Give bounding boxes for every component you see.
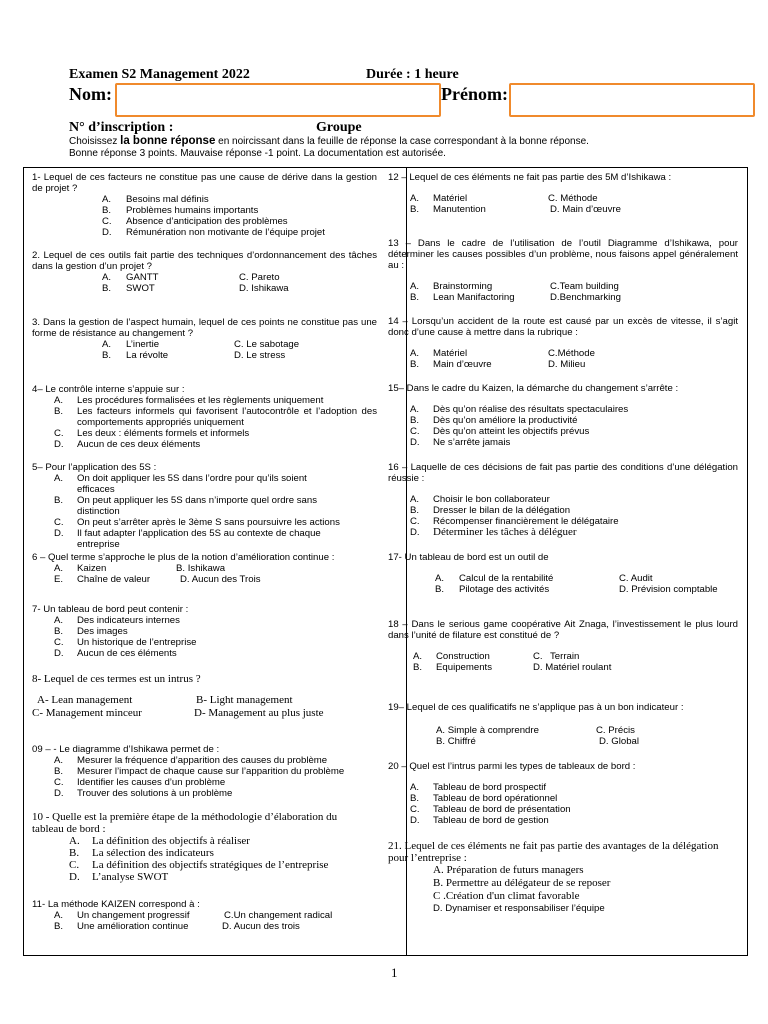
option-row: B. Main d’œuvre D. Milieu [410, 359, 586, 370]
option-c[interactable]: Terrain [550, 651, 580, 662]
option-d[interactable]: D. Main d’œuvre [550, 204, 621, 215]
option-row: A. Brainstorming C.Team building [410, 281, 619, 292]
option-c[interactable]: C. Précis [596, 725, 635, 736]
option-c[interactable]: C. Identifier les causes d’un problème [54, 777, 226, 788]
option-row [388, 736, 738, 747]
exam-duration: Durée : 1 heure [366, 67, 459, 82]
option-a[interactable]: A. Des indicateurs internes [54, 615, 180, 626]
option-d[interactable]: D.Benchmarking [550, 292, 621, 303]
question-12: 12 – Lequel de ces éléments ne fait pas partie des 5M d’Ishikawa : A. Matériel C. Méthode B. Manutention D. Main d’œuvre [388, 172, 738, 215]
option-a[interactable]: GANTT [126, 272, 159, 283]
option-row: A. Un changement progressif C.Un changement radical [54, 910, 333, 921]
question-6: 6 – Quel terme s’approche le plus de la notion d’amélioration continue : A. Kaizen B. Ishikawa E. Chaîne de valeur D. Aucun des Trois [32, 552, 377, 585]
option-a[interactable]: L’inertie [126, 339, 160, 350]
question-10: 10 - Quelle est la première étape de la méthodologie d’élaboration du tableau de bord : A. La définition des objectifs à réaliser B. La sélection des indicateurs C. La définition des objectifs stratégiques de l’entreprise D. L’analyse SWOT [32, 811, 362, 883]
option-c[interactable]: C.Un changement radical [224, 910, 333, 921]
instructions-emphasis: la bonne réponse [120, 135, 216, 147]
option-row: B. Pilotage des activités D. Prévision comptable [435, 584, 718, 595]
question-20: 20 – Quel est l’intrus parmi les types de tableaux de bord : A. Tableau de bord prospectif B. Tableau de bord opérationnel C. Tableau de bord de présentation D. Tableau de bord de gestion [388, 761, 738, 826]
option-row: B. La révolte D. Le stress [102, 350, 286, 361]
question-15: 15– Dans le cadre du Kaizen, la démarche du changement s’arrête : A. Dès qu’on réalise des résultats spectaculaires B. Dès qu’on améliore la productivité C. Dès qu’on atteint les objectifs prévus D. Ne s’arrête jamais [388, 383, 738, 448]
option-b[interactable]: Manutention [433, 204, 486, 215]
option-a[interactable]: Calcul de la rentabilité [459, 573, 554, 584]
option-c[interactable]: C. Pareto [239, 272, 280, 283]
option-a[interactable]: A. Besoins mal définis [102, 194, 209, 205]
option-row: B. Manutention D. Main d’œuvre [410, 204, 621, 215]
option-d[interactable]: D. Rémunération non motivante de l’équipe projet [102, 227, 325, 238]
option-a[interactable]: A. La définition des objectifs à réaliser [69, 835, 250, 847]
option-d[interactable]: D. Milieu [548, 359, 586, 370]
option-d[interactable]: D. Matériel roulant [533, 662, 612, 673]
question-18: 18 – Dans le serious game coopérative Ait Znaga, l’investissement le plus lourd dans l’unité de filature est constitué de ? A. Construction C. Terrain B. Equipements D. Matériel roulant [388, 619, 738, 673]
option-a[interactable]: Construction [436, 651, 490, 662]
option-b[interactable]: B. Les facteurs informels qui favorisent l’autocontrôle et l’adoption des comportements appropriés uniquement [54, 406, 377, 428]
option-d[interactable]: D. Prévision comptable [619, 584, 718, 595]
option-c[interactable]: C. Méthode [548, 193, 598, 204]
option-b[interactable]: Pilotage des activités [459, 584, 550, 595]
option-row [32, 707, 377, 720]
option-a[interactable]: A. Choisir le bon collaborateur [410, 494, 550, 505]
option-d[interactable]: D- Management au plus juste [194, 707, 324, 719]
option-b[interactable]: La révolte [126, 350, 169, 361]
question-3: 3. Dans la gestion de l’aspect humain, lequel de ces points ne constitue pas une forme de résistance au changement ? A. L’inertie C. Le sabotage B. La révolte D. Le stress [32, 317, 377, 361]
option-b[interactable]: B. Dresser le bilan de la délégation [410, 505, 571, 516]
option-e[interactable]: Chaîne de valeur [77, 574, 151, 585]
question-21: 21. Lequel de ces éléments ne fait pas partie des avantages de la délégation pour l’entreprise : A. Préparation de futurs managers B. Permettre au délégateur de se reposer C .Création d'un climat favorable D. Dynamiser et responsabiliser l’équipe [388, 840, 738, 916]
question-13: 13 – Dans le cadre de l’utilisation de l’outil Diagramme d’Ishikawa, pour déterminer les causes possibles d’un problème, nous faisons appel généralement au : A. Brainstorming C.Team building B. Lean Manifactoring D.Benchmarking [388, 238, 738, 303]
nom-field[interactable] [115, 83, 441, 117]
instructions-line-2: Bonne réponse 3 points. Mauvaise réponse -1 point. La documentation est autorisée. [69, 148, 446, 159]
option-a[interactable]: Brainstorming [433, 281, 493, 292]
option-b[interactable]: Equipements [436, 662, 492, 673]
question-9: 09 – - Le diagramme d’Ishikawa permet de : A. Mesurer la fréquence d’apparition des causes du problème B. Mesurer l’impact de chaque cause sur l’apparition du problème C. Identifier les causes d’un problème D. Trouver des solutions à un problème [32, 744, 377, 799]
option-a[interactable]: Un changement progressif [77, 910, 190, 921]
option-row: A. L’inertie C. Le sabotage [102, 339, 300, 350]
option-c[interactable]: C. Les deux : éléments formels et informels [54, 428, 250, 439]
option-c[interactable]: C. Audit [619, 573, 653, 584]
option-row: A. Kaizen B. Ishikawa [54, 563, 226, 574]
option-row: A. Matériel C. Méthode [410, 193, 598, 204]
option-a[interactable]: Kaizen [77, 563, 107, 574]
option-row: A. Matériel C.Méthode [410, 348, 595, 359]
question-7: 7- Un tableau de bord peut contenir : A. Des indicateurs internes B. Des images C. Un historique de l’entreprise D. Aucun de ces éléments [32, 604, 377, 659]
option-b[interactable]: B. Tableau de bord opérationnel [410, 793, 558, 804]
option-c[interactable]: C. Tableau de bord de présentation [410, 804, 571, 815]
option-row [388, 725, 738, 736]
prenom-field[interactable] [509, 83, 755, 117]
option-d[interactable]: D. L’analyse SWOT [69, 871, 169, 883]
option-row: B. Une amélioration continue D. Aucun des trois [54, 921, 300, 932]
option-b[interactable]: Une amélioration continue [77, 921, 189, 932]
option-a[interactable]: A. Tableau de bord prospectif [410, 782, 547, 793]
option-d[interactable]: D. Global [599, 736, 639, 747]
option-b[interactable]: B. Des images [54, 626, 128, 637]
option-d[interactable]: D. Tableau de bord de gestion [410, 815, 549, 826]
question-17: 17- Un tableau de bord est un outil de A. Calcul de la rentabilité C. Audit B. Pilotage des activités D. Prévision comptable [388, 552, 738, 595]
option-b[interactable]: Lean Manifactoring [433, 292, 515, 303]
option-row: B. SWOT D. Ishikawa [102, 283, 289, 294]
option-b[interactable]: B. La sélection des indicateurs [69, 847, 214, 859]
question-1: 1- Lequel de ces facteurs ne constitue pas une cause de dérive dans la gestion de projet ? A. Besoins mal définis B. Problèmes humains importants C. Absence d’anticipation des problèmes D. Rémunération non motivante de l’équipe projet [32, 172, 377, 238]
option-b[interactable]: B. Ishikawa [176, 563, 226, 574]
option-d[interactable]: D. Déterminer les tâches à déléguer [410, 526, 577, 538]
option-b[interactable]: B. Mesurer l’impact de chaque cause sur l’apparition du problème [54, 766, 345, 777]
option-c[interactable]: C.Méthode [548, 348, 595, 359]
option-c[interactable]: C. Dès qu’on atteint les objectifs prévus [410, 426, 590, 437]
option-d[interactable]: D. Aucun de ces deux éléments [54, 439, 201, 450]
option-c[interactable]: C- Management minceur [32, 707, 142, 719]
option-d[interactable]: D. Il faut adapter l’application des 5S au contexte de chaque entreprise [54, 528, 321, 550]
option-b[interactable]: B. Chiffré [436, 736, 476, 747]
instructions-line-1: Choisissez la bonne réponse en noircissant dans la feuille de réponse la case correspondant à la bonne réponse. [69, 135, 589, 147]
nom-label: Nom: [69, 84, 112, 104]
option-a[interactable]: A. Simple à comprendre [436, 725, 539, 736]
option-row: E. Chaîne de valeur D. Aucun des Trois [54, 574, 261, 585]
inscription-label: N° d’inscription : [69, 120, 174, 135]
option-c[interactable]: C .Création d'un climat favorable [433, 890, 580, 902]
option-b[interactable]: B. Dès qu’on améliore la productivité [410, 415, 578, 426]
option-a[interactable]: A. Dès qu’on réalise des résultats spectaculaires [410, 404, 629, 415]
option-d[interactable]: D. Aucun de ces éléments [54, 648, 177, 659]
page-number: 1 [391, 965, 398, 980]
option-d[interactable]: D. Aucun des trois [222, 921, 300, 932]
question-8: 8- Lequel de ces termes est un intrus ? A- Lean management B- Light management C- Management minceur D- Management au plus juste [32, 673, 377, 720]
prenom-label: Prénom: [441, 84, 508, 104]
groupe-label: Groupe [316, 120, 362, 135]
option-row: B. Equipements D. Matériel roulant [413, 662, 612, 673]
option-d[interactable]: D. Ishikawa [239, 283, 289, 294]
option-d[interactable]: D. Trouver des solutions à un problème [54, 788, 233, 799]
option-c[interactable]: C.Team building [550, 281, 619, 292]
option-row: A. GANTT C. Pareto [102, 272, 280, 283]
option-row: A. Calcul de la rentabilité C. Audit [435, 573, 653, 584]
option-c[interactable]: C. Absence d’anticipation des problèmes [102, 216, 288, 227]
option-c[interactable]: C. Le sabotage [234, 339, 300, 350]
question-14: 14 – Lorsqu’un accident de la route est causé par un excès de vitesse, il s’agit donc d’une cause à mettre dans la rubrique : A. Matériel C.Méthode B. Main d’œuvre D. Milieu [388, 316, 738, 370]
option-row: A. Construction C. Terrain [413, 651, 580, 662]
option-a[interactable]: A. On doit appliquer les 5S dans l’ordre pour qu’ils soient efficaces [54, 473, 307, 495]
question-11: 11- La méthode KAIZEN correspond à : A. Un changement progressif C.Un changement radical B. Une amélioration continue D. Aucun des trois [32, 899, 377, 932]
question-4: 4– Le contrôle interne s’appuie sur : A. Les procédures formalisées et les règlements uniquement B. Les facteurs informels qui favorisent l’autocontrôle et l’adoption des comportements appropriés uniquement C. Les deux : éléments formels et informels D. Aucun de ces deux éléments [32, 384, 377, 450]
option-b[interactable]: B. Problèmes humains importants [102, 205, 259, 216]
option-b[interactable]: B- Light management [196, 694, 293, 706]
option-row [32, 694, 377, 707]
question-2: 2. Lequel de ces outils fait partie des techniques d’ordonnancement des tâches dans la gestion d’un projet ? A. GANTT C. Pareto B. SWOT D. Ishikawa [32, 250, 377, 294]
question-5: 5– Pour l’application des 5S : A. On doit appliquer les 5S dans l’ordre pour qu’ils soient efficaces B. On peut appliquer les 5S dans n’importe quel ordre sans distinction C. On peut s’arrêter après le 3ème S sans poursuivre les actions D. Il faut adapter l’application des 5S au contexte de chaque entreprise [32, 462, 377, 550]
option-b[interactable]: B. Permettre au délégateur de se reposer [433, 877, 611, 889]
option-d[interactable]: D. Le stress [234, 350, 286, 361]
option-c[interactable]: C. On peut s’arrêter après le 3ème S sans poursuivre les actions [54, 517, 340, 528]
option-d[interactable]: D. Aucun des Trois [180, 574, 261, 585]
option-a[interactable]: A- Lean management [37, 694, 133, 706]
question-19: 19– Lequel de ces qualificatifs ne s’applique pas à un bon indicateur : A. Simple à comprendre C. Précis B. Chiffré D. Global [388, 702, 738, 747]
option-row: B. Lean Manifactoring D.Benchmarking [410, 292, 621, 303]
exam-title: Examen S2 Management 2022 [69, 67, 250, 82]
question-grid [23, 167, 748, 956]
option-a[interactable]: A. Mesurer la fréquence d’apparition des causes du problème [54, 755, 328, 766]
option-d[interactable]: D. Ne s’arrête jamais [410, 437, 511, 448]
option-b[interactable]: SWOT [126, 283, 155, 294]
option-c[interactable]: C. La définition des objectifs stratégiques de l’entreprise [69, 859, 329, 871]
option-b[interactable]: B. On peut appliquer les 5S dans n’importe quel ordre sans distinction [54, 495, 317, 517]
option-b[interactable]: Main d’œuvre [433, 359, 492, 370]
option-d[interactable]: D. Dynamiser et responsabiliser l’équipe [433, 903, 605, 914]
option-a[interactable]: Matériel [433, 193, 468, 204]
question-16: 16 – Laquelle de ces décisions de fait pas partie des conditions d’une délégation réussie : A. Choisir le bon collaborateur B. Dresser le bilan de la délégation C. Récompenser financièrement le délégataire D. Déterminer les tâches à déléguer [388, 462, 738, 538]
option-c[interactable]: C. Récompenser financièrement le délégataire [410, 516, 619, 527]
option-c[interactable]: C. Un historique de l’entreprise [54, 637, 197, 648]
option-a[interactable]: A. Les procédures formalisées et les règlements uniquement [54, 395, 324, 406]
option-a[interactable]: A. Préparation de futurs managers [433, 864, 584, 876]
option-a[interactable]: Matériel [433, 348, 468, 359]
